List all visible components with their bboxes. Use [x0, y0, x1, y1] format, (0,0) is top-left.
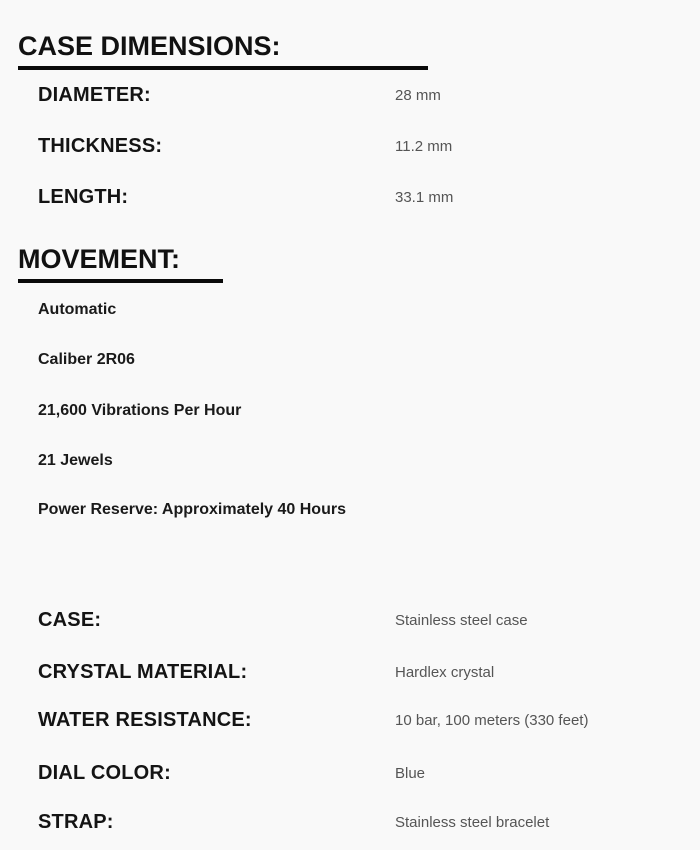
spec-row-water-resistance: [38, 705, 678, 735]
section-heading-case-dimensions: CASE DIMENSIONS:: [18, 31, 281, 61]
movement-item-type: Automatic: [38, 301, 117, 318]
spec-label-thickness: THICKNESS:: [38, 134, 163, 157]
spec-row-dial-color: [38, 758, 678, 788]
heading-underline-case-dimensions: [18, 66, 428, 70]
movement-item-caliber: Caliber 2R06: [38, 351, 135, 368]
spec-value-case: Stainless steel case: [395, 611, 528, 629]
spec-value-diameter: 28 mm: [395, 86, 441, 104]
spec-label-diameter: DIAMETER:: [38, 83, 151, 106]
spec-label-length: LENGTH:: [38, 185, 129, 208]
movement-item-vibrations: 21,600 Vibrations Per Hour: [38, 402, 242, 419]
spec-label-crystal-material: CRYSTAL MATERIAL:: [38, 660, 248, 683]
spec-value-thickness: 11.2 mm: [395, 137, 453, 155]
spec-value-length: 33.1 mm: [395, 188, 454, 206]
spec-row-diameter: [38, 80, 678, 110]
spec-row-length: [38, 182, 678, 212]
section-heading-movement: MOVEMENT:: [18, 244, 180, 274]
spec-value-strap: Stainless steel bracelet: [395, 813, 550, 831]
movement-item-jewels: 21 Jewels: [38, 452, 113, 469]
spec-label-case: CASE:: [38, 608, 102, 631]
heading-underline-movement: [18, 279, 223, 283]
spec-label-water-resistance: WATER RESISTANCE:: [38, 708, 252, 731]
spec-value-water-resistance: 10 bar, 100 meters (330 feet): [395, 711, 589, 729]
spec-row-crystal-material: [38, 657, 678, 687]
spec-value-dial-color: Blue: [395, 764, 426, 782]
spec-value-crystal-material: Hardlex crystal: [395, 663, 495, 681]
spec-row-case: [38, 605, 678, 635]
spec-label-dial-color: DIAL COLOR:: [38, 761, 171, 784]
spec-row-strap: [38, 807, 678, 837]
movement-item-power-reserve: Power Reserve: Approximately 40 Hours: [38, 501, 346, 518]
spec-label-strap: STRAP:: [38, 810, 114, 833]
spec-row-thickness: [38, 131, 678, 161]
